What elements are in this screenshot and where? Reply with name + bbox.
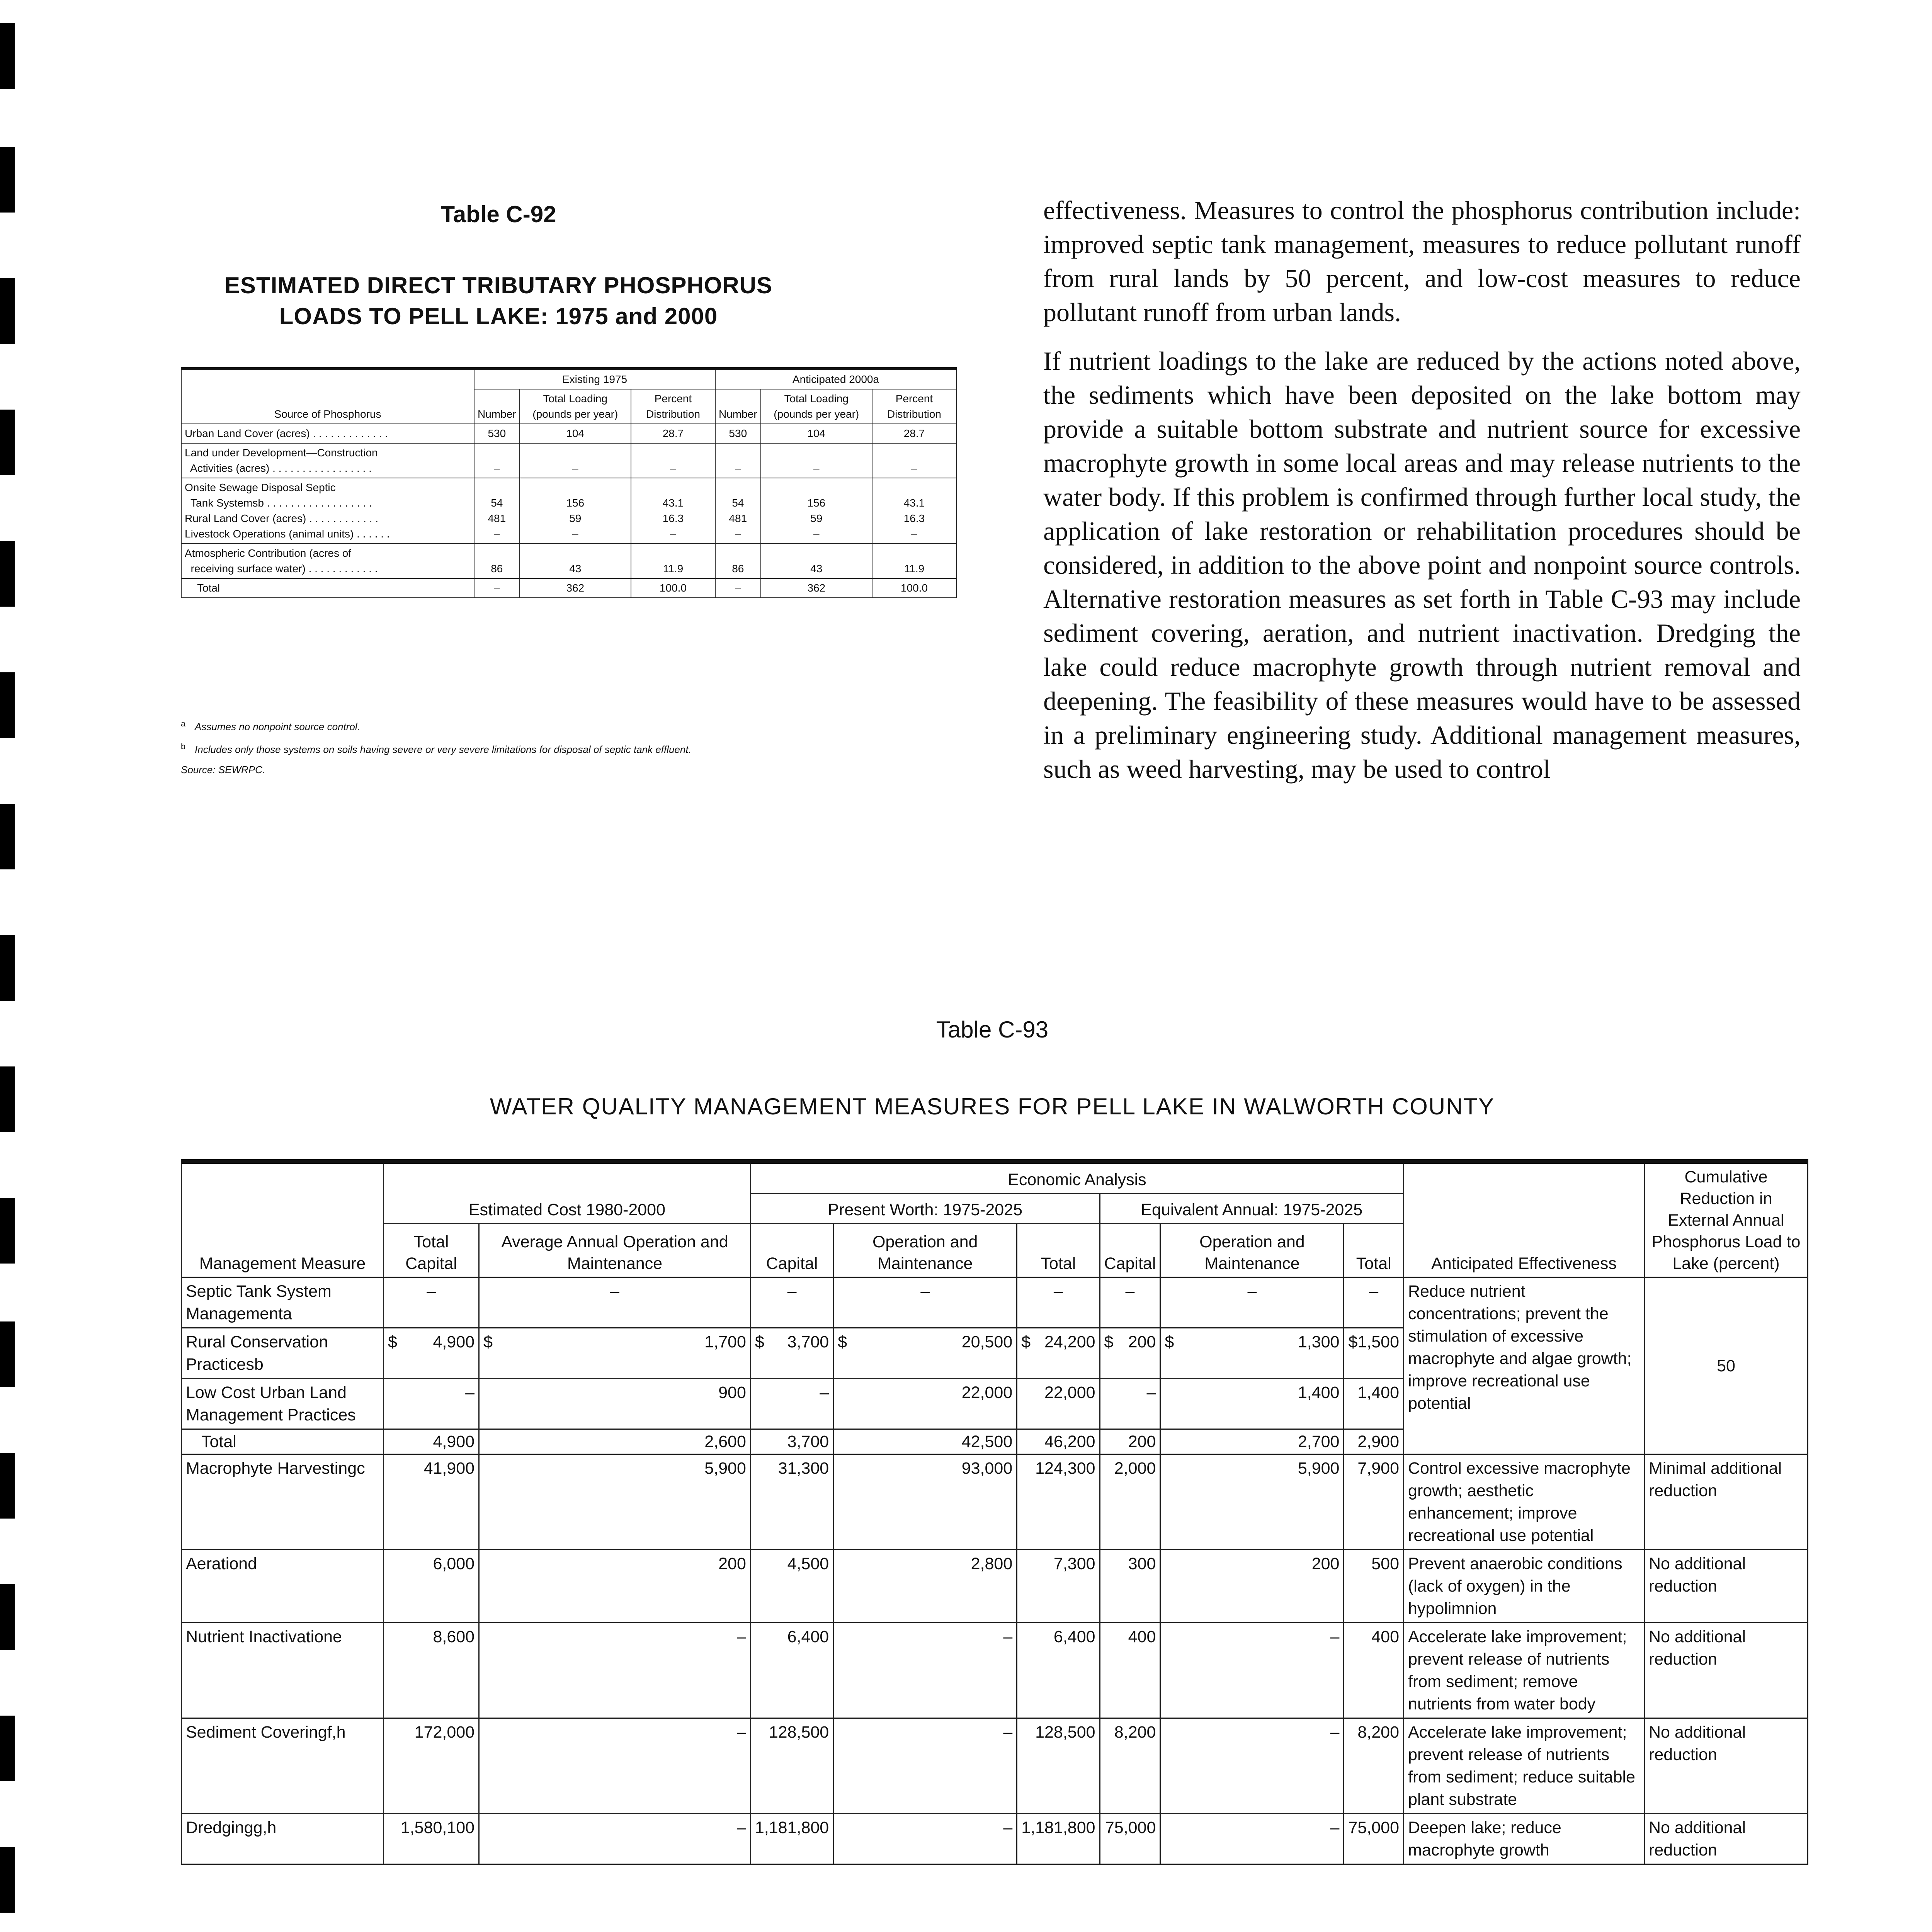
group-estimated-cost: Estimated Cost 1980-2000 <box>384 1162 751 1223</box>
col-anticipated-effectiveness: Anticipated Effectiveness <box>1404 1162 1645 1277</box>
col-pw-om: Operation and Maintenance <box>833 1223 1017 1277</box>
table-c92 <box>181 367 957 598</box>
table-row: Low Cost Urban Land Management Practices – 900 – 22,000 22,000 – 1,400 1,400 <box>182 1379 1808 1429</box>
col-pw-total: Total <box>1017 1223 1100 1277</box>
col-management-measure: Management Measure <box>182 1162 384 1277</box>
table-total-row: Total 4,900 2,600 3,700 42,500 46,200 200 2,700 2,900 <box>182 1429 1808 1454</box>
col-percent-2000: Percent Distribution <box>872 389 956 424</box>
col-ea-total: Total <box>1344 1223 1404 1277</box>
table-row: Urban Land Cover (acres) . . . . . . . . . . . . . 530 104 28.7 530 104 28.7 <box>181 424 956 443</box>
table-row: Nutrient Inactivatione 8,600 – 6,400 – 6,400 400 – 400 Accelerate lake improvement; prevent release of nutrients from sediment; remove nutrients from water body No additional reduction <box>182 1623 1808 1718</box>
col-loading-2000: Total Loading (pounds per year) <box>761 389 872 424</box>
group1-effectiveness: Reduce nutrient concentrations; prevent the stimulation of excessive macrophyte and algae growth; improve recreational use potential <box>1404 1277 1645 1454</box>
footnote: $^a$ Assumes no nonpoint source control. <box>181 719 360 733</box>
col-source-header: Source of Phosphorus <box>181 369 474 424</box>
table-row: Rural Conservation Practicesb $ 4,900 $ 1,700 $ 3,700 $ 20,500 $ 24,200 $ 200 $ 1,300 $ 1,500 <box>182 1328 1808 1379</box>
paragraph: effectiveness. Measures to control the phosphorus contribution include: improved septic tank management, measures to reduce pollutant runoff from rural lands by 50 percent, and low-cost measures to reduce pollutant runoff from urban lands. <box>1043 196 1801 327</box>
table-c93-heading <box>181 1016 1804 1120</box>
table-c93-number: Table C-93 <box>936 1017 1049 1043</box>
col-ea-capital: Capital <box>1100 1223 1160 1277</box>
table-row: Septic Tank System Managementa – – – – – – – – Reduce nutrient concentrations; prevent the stimulation of excessive macrophyte and algae growth; improve recreational use potential 50 <box>182 1277 1808 1328</box>
body-text <box>1043 193 1801 801</box>
col-loading-1975: Total Loading (pounds per year) <box>520 389 631 424</box>
table-row: Macrophyte Harvestingc 41,900 5,900 31,300 93,000 124,300 2,000 5,900 7,900 Control excessive macrophyte growth; aesthetic enhancement; improve recreational use potential Minimal additional reduction <box>182 1454 1808 1550</box>
paragraph: If nutrient loadings to the lake are reduced by the actions noted above, the sediments which have been deposited on the lake bottom may provide a suitable bottom substrate and nutrient source for excessive macrophyte growth in some local areas and may release nutrients to the water body. If this problem is confirmed through further local study, the application of lake restoration or rehabilitation procedures should be considered, in addition to the above point and nonpoint source controls. Alternative restoration measures as set forth in Table C-93 may include sediment covering, aeration, and nutrient inactivation. Dredging the lake could reduce macrophyte growth through nutrient removal and deepening. The feasibility of these measures would have to be assessed in a preliminary engineering study. Additional management measures, such as weed harvesting, may be used to control <box>1043 346 1801 784</box>
col-average-annual-om: Average Annual Operation and Maintenance <box>479 1223 751 1277</box>
table-c92-source: Source: SEWRPC. <box>181 764 265 776</box>
table-row: Onsite Sewage Disposal Septic Tank Systemsb . . . . . . . . . . . . . . . . . . Rural Land Cover (acres) . . . . . . . . . . . . Livestock Operations (animal units) . . . . . . 54 481 – 156 59 – 43.1 16.3 – 54 481 – 156 59 – 43.1 16.3 – <box>181 478 956 544</box>
col-number-1975: Number <box>474 389 520 424</box>
table-c92-footnotes <box>181 719 992 784</box>
col-cumulative-reduction: Cumulative Reduction in External Annual Phosphorus Load to Lake (percent) <box>1645 1162 1808 1277</box>
group-equivalent-annual: Equivalent Annual: 1975-2025 <box>1100 1194 1403 1224</box>
binder-margin <box>0 0 23 1932</box>
table-c93 <box>181 1159 1808 1865</box>
col-ea-om: Operation and Maintenance <box>1160 1223 1344 1277</box>
table-row: Land under Development—Construction Activities (acres) . . . . . . . . . . . . . . . . . – – – – – – <box>181 443 956 478</box>
group1-reduction: 50 <box>1645 1277 1808 1454</box>
table-row: Dredgingg,h 1,580,100 – 1,181,800 – 1,181,800 75,000 – 75,000 Deepen lake; reduce macrophyte growth No additional reduction <box>182 1814 1808 1864</box>
group-anticipated-2000: Anticipated 2000a <box>715 369 956 389</box>
group-economic-analysis: Economic Analysis <box>750 1162 1403 1194</box>
table-row: Aerationd 6,000 200 4,500 2,800 7,300 300 200 500 Prevent anaerobic conditions (lack of oxygen) in the hypolimnion No additional reduction <box>182 1550 1808 1623</box>
table-c92-number: Table C-92 <box>440 201 556 227</box>
col-number-2000: Number <box>715 389 761 424</box>
group-existing-1975: Existing 1975 <box>474 369 715 389</box>
group-present-worth: Present Worth: 1975-2025 <box>750 1194 1100 1224</box>
table-c93-title: WATER QUALITY MANAGEMENT MEASURES FOR PELL LAKE IN WALWORTH COUNTY <box>490 1094 1495 1119</box>
table-total-row: Total – 362 100.0 – 362 100.0 <box>181 578 956 598</box>
table-row: Sediment Coveringf,h 172,000 – 128,500 – 128,500 8,200 – 8,200 Accelerate lake improvement; prevent release of nutrients from sediment; reduce suitable plant substrate No additional reduction <box>182 1718 1808 1814</box>
col-percent-1975: Percent Distribution <box>631 389 715 424</box>
table-row: Atmospheric Contribution (acres of receiving surface water) . . . . . . . . . . . . 86 43 11.9 86 43 11.9 <box>181 544 956 578</box>
table-c92-title: ESTIMATED DIRECT TRIBUTARY PHOSPHORUS LOADS TO PELL LAKE: 1975 and 2000 <box>224 272 773 329</box>
footnote: $^b$ Includes only those systems on soils having severe or very severe limitations for disposal of septic tank effluent. <box>181 741 691 755</box>
table-c92-heading <box>182 201 815 332</box>
col-pw-capital: Capital <box>750 1223 833 1277</box>
col-total-capital: Total Capital <box>384 1223 479 1277</box>
